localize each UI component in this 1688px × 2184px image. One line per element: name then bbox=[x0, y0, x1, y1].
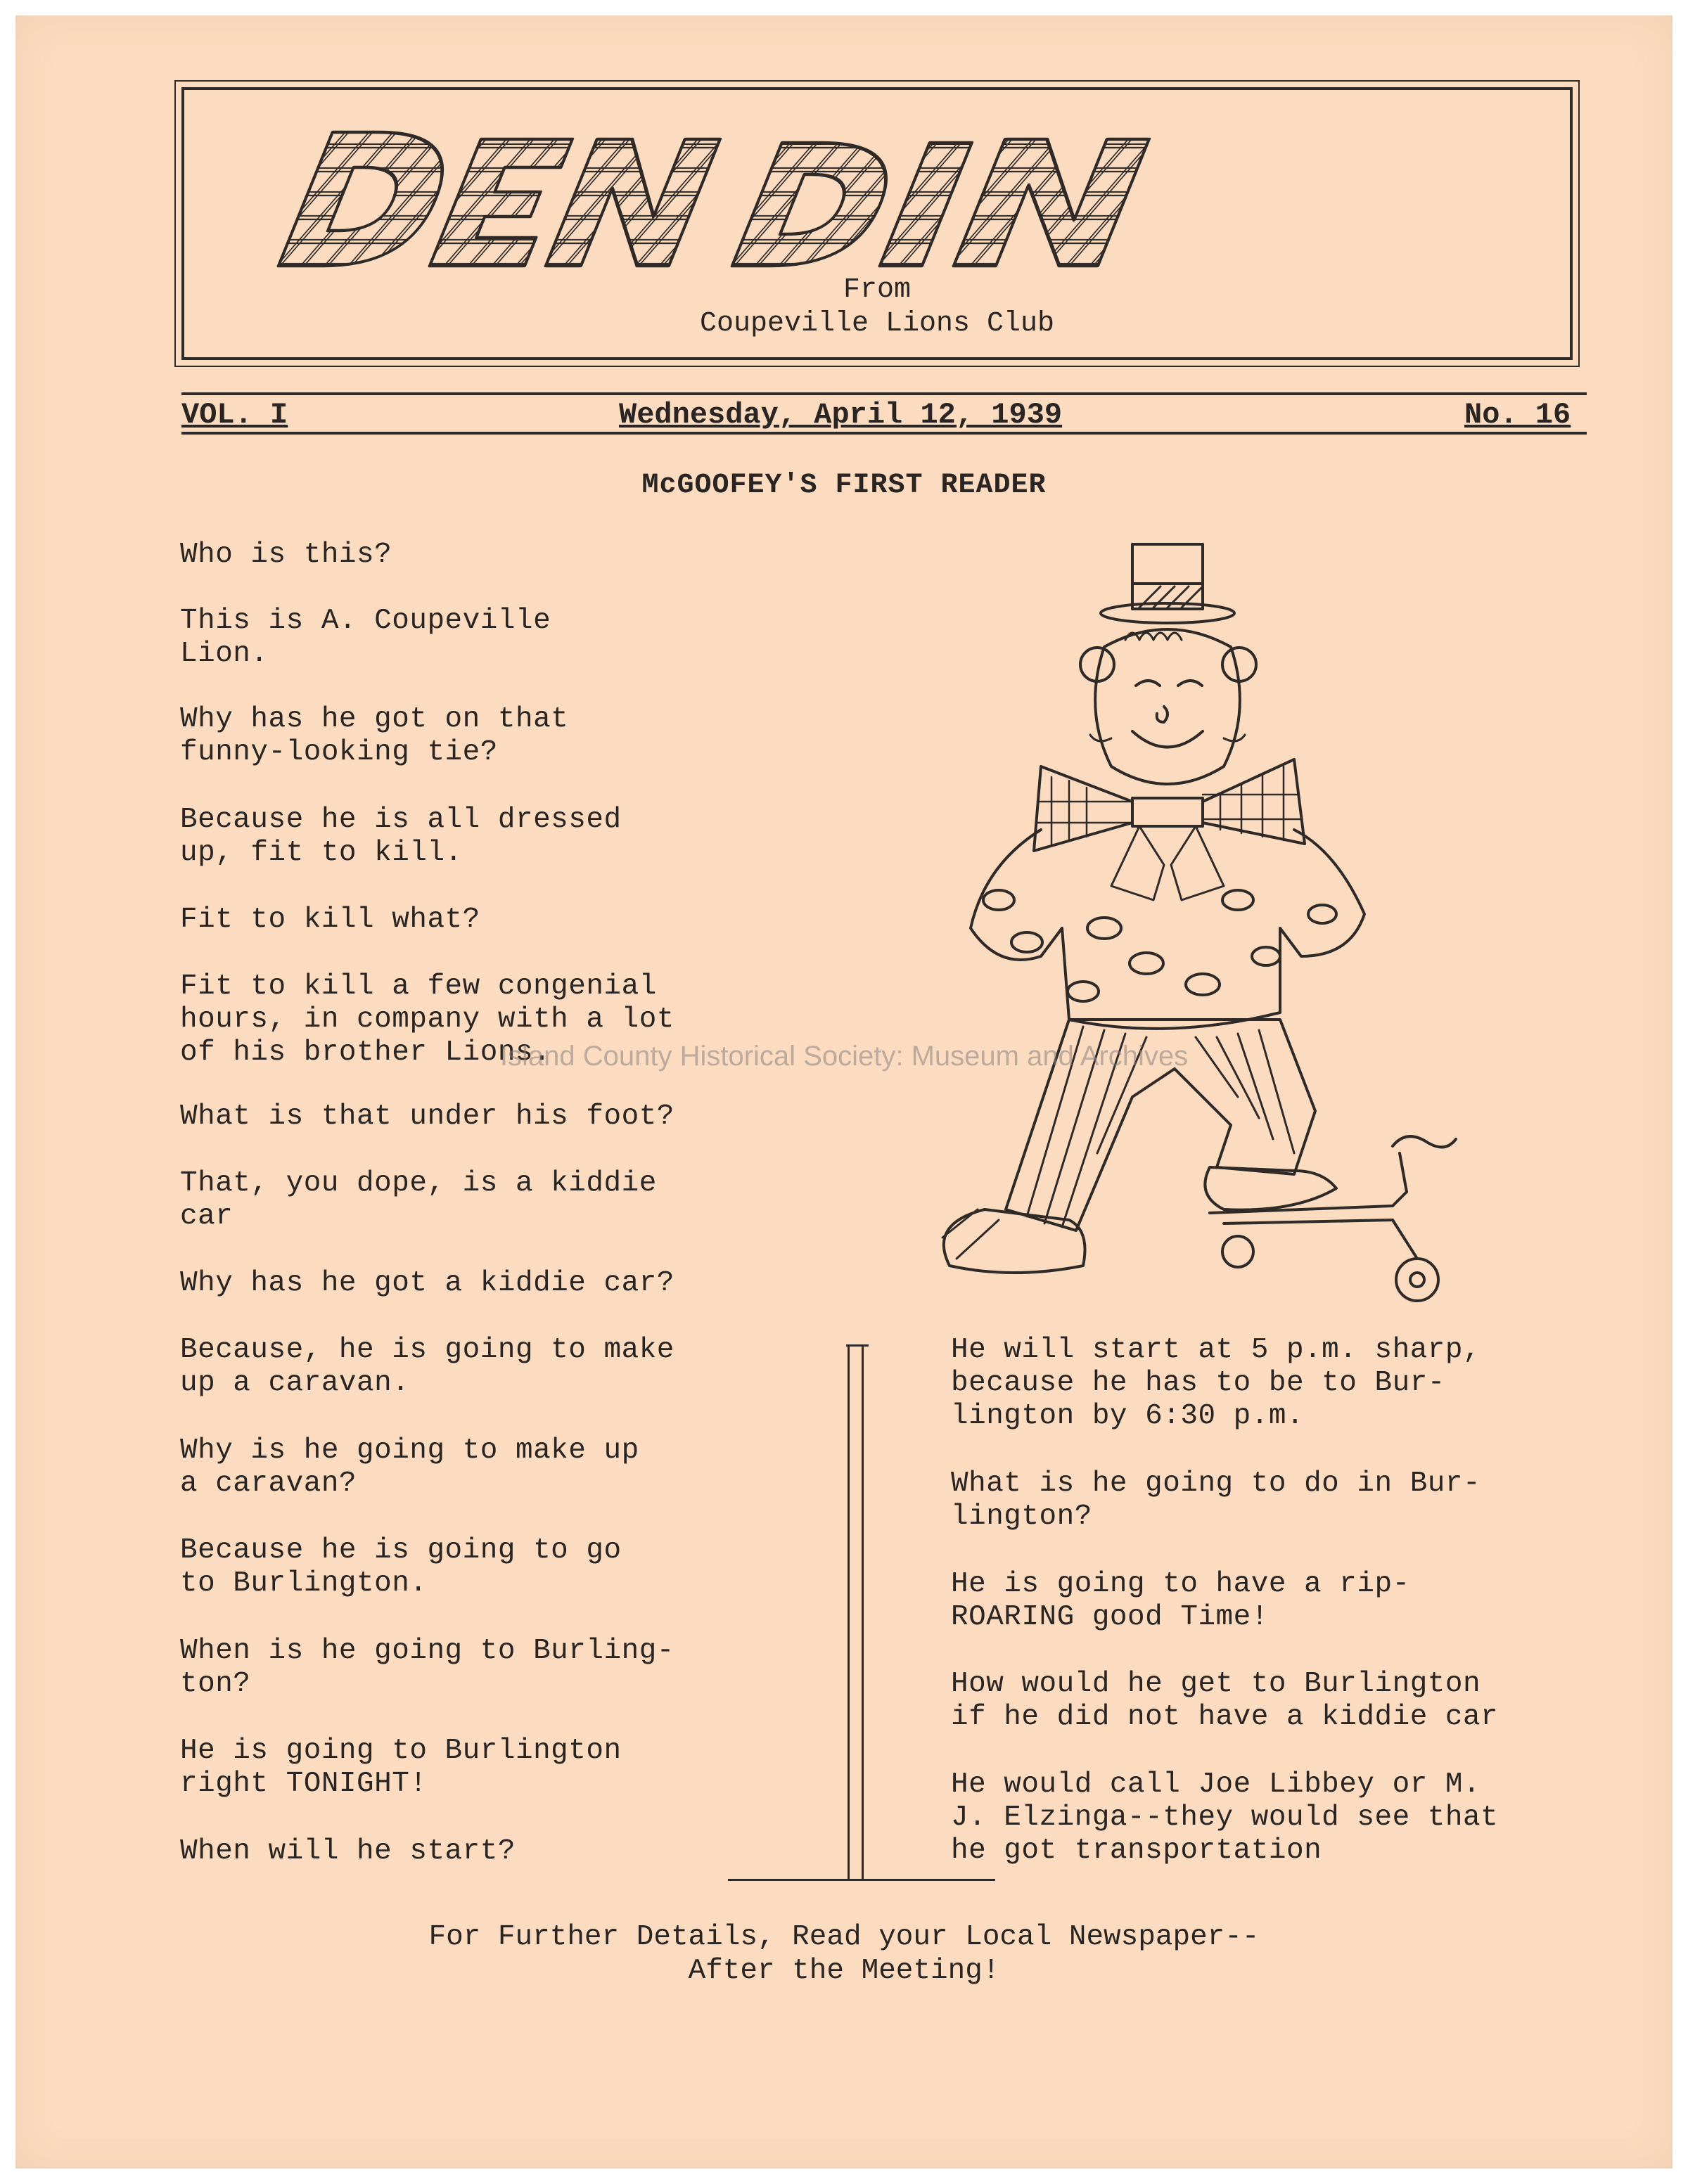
right-paragraph: How would he get to Burlington if he did not have a kiddie car bbox=[951, 1668, 1499, 1733]
dateline-bottom-rule bbox=[181, 432, 1587, 435]
lion-shoes bbox=[942, 1167, 1336, 1273]
left-paragraph: What is that under his foot? bbox=[180, 1100, 674, 1133]
masthead-box bbox=[181, 87, 1573, 360]
column-separator bbox=[848, 1344, 850, 1879]
masthead-club-name: Coupeville Lions Club bbox=[699, 308, 1055, 340]
right-paragraph: He is going to have a rip- ROARING good Time! bbox=[951, 1568, 1410, 1633]
archive-watermark: Island County Historical Society: Museum and Archives bbox=[499, 1041, 1189, 1072]
dateline-top-rule bbox=[181, 392, 1587, 395]
left-paragraph: This is A. Coupeville Lion. bbox=[180, 605, 551, 670]
top-hat bbox=[1101, 544, 1234, 623]
footer-line-2: After the Meeting! bbox=[688, 1955, 1000, 1987]
left-paragraph: When is he going to Burling- ton? bbox=[180, 1635, 674, 1700]
left-paragraph: When will he start? bbox=[180, 1835, 516, 1868]
column-separator bbox=[862, 1344, 864, 1879]
volume-label: VOL. I bbox=[181, 398, 288, 432]
issue-number: No. 16 bbox=[1464, 398, 1571, 432]
kiddie-car bbox=[1210, 1136, 1456, 1301]
left-paragraph: Why has he got on that funny-looking tie? bbox=[180, 703, 569, 769]
left-paragraph: Who is this? bbox=[180, 539, 392, 571]
left-paragraph: That, you dope, is a kiddie car bbox=[180, 1167, 657, 1233]
masthead-from: From bbox=[843, 274, 911, 306]
article-title: McGOOFEY'S FIRST READER bbox=[641, 470, 1047, 501]
lion-head bbox=[1080, 629, 1256, 784]
left-paragraph: He is going to Burlington right TONIGHT! bbox=[180, 1735, 622, 1800]
footer-line-1: For Further Details, Read your Local Newspaper-- bbox=[428, 1921, 1260, 1953]
right-paragraph: He will start at 5 p.m. sharp, because he has to be to Bur- lington by 6:30 p.m. bbox=[951, 1334, 1481, 1432]
left-paragraph: Fit to kill a few congenial hours, in company with a lot of his brother Lions. bbox=[180, 970, 674, 1069]
left-paragraph: Because he is all dressed up, fit to kill. bbox=[180, 804, 622, 869]
left-paragraph: Because, he is going to make up a caravan. bbox=[180, 1334, 674, 1399]
left-paragraph: Fit to kill what? bbox=[180, 904, 480, 936]
right-paragraph: What is he going to do in Bur- lington? bbox=[951, 1467, 1481, 1533]
left-paragraph: Because he is going to go to Burlington. bbox=[180, 1534, 622, 1600]
separator-bottom-rule bbox=[728, 1879, 995, 1881]
polka-dot-shirt bbox=[971, 830, 1364, 1029]
bow-tie bbox=[1034, 759, 1305, 900]
right-paragraph: He would call Joe Libbey or M. J. Elzinga--they would see that he got transportation bbox=[951, 1768, 1499, 1867]
left-paragraph: Why has he got a kiddie car? bbox=[180, 1267, 674, 1299]
lion-illustration bbox=[900, 534, 1477, 1329]
issue-date: Wednesday, April 12, 1939 bbox=[619, 398, 1063, 432]
left-paragraph: Why is he going to make up a caravan? bbox=[180, 1434, 639, 1500]
